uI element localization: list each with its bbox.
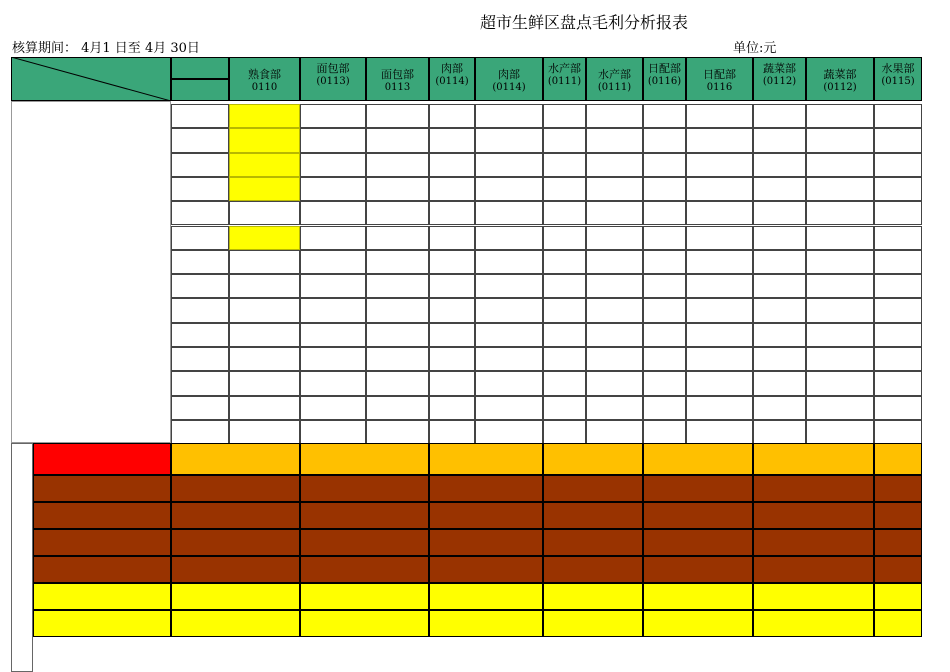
grid-cell	[429, 396, 475, 420]
header-col-name: 日配部	[703, 68, 736, 81]
summary-value	[429, 556, 543, 583]
grid-cell	[300, 371, 366, 395]
summary-value	[300, 610, 429, 637]
grid-cell	[429, 250, 475, 274]
grid-cell	[429, 177, 475, 201]
grid-cell	[686, 347, 753, 371]
grid-cell	[366, 201, 429, 225]
grid-cell	[543, 420, 586, 444]
grid-cell	[806, 371, 874, 395]
summary-value	[171, 475, 300, 502]
accounting-period: 核算期间： 4月1 日至 4月 30日	[12, 41, 200, 56]
grid-cell	[171, 274, 229, 298]
header-col-code: (0115)	[881, 76, 915, 87]
grid-cell	[874, 396, 922, 420]
grid-cell	[429, 274, 475, 298]
summary-value	[643, 502, 753, 529]
header-dept-label	[120, 59, 170, 73]
grid-cell	[366, 298, 429, 322]
summary-value	[874, 583, 922, 610]
grid-cell	[229, 420, 300, 444]
grid-cell	[586, 226, 643, 250]
grid-cell	[874, 226, 922, 250]
header-col-name: 日配部	[648, 62, 681, 75]
grid-cell	[753, 226, 806, 250]
grid-cell	[543, 298, 586, 322]
grid-cell	[643, 226, 686, 250]
section-label-cell	[11, 101, 171, 443]
summary-label	[33, 610, 171, 637]
grid-cell	[543, 323, 586, 347]
header-col-name: 水产部	[598, 68, 631, 81]
grid-cell	[753, 153, 806, 177]
header-col-code: (0112)	[823, 82, 857, 93]
grid-cell	[229, 323, 300, 347]
grid-cell	[586, 274, 643, 298]
grid-cell	[643, 347, 686, 371]
grid-cell	[753, 396, 806, 420]
grid-cell	[643, 153, 686, 177]
grid-cell	[429, 128, 475, 152]
grid-cell	[874, 323, 922, 347]
grid-cell	[753, 274, 806, 298]
grid-cell	[586, 201, 643, 225]
summary-label	[33, 583, 171, 610]
grid-cell	[300, 347, 366, 371]
summary-value	[874, 556, 922, 583]
summary-value	[429, 610, 543, 637]
header-col-code: (0111)	[547, 76, 582, 87]
grid-cell	[171, 128, 229, 152]
grid-cell	[874, 104, 922, 128]
grid-cell	[300, 104, 366, 128]
grid-cell	[171, 298, 229, 322]
grid-cell	[300, 226, 366, 250]
grid-cell	[543, 128, 586, 152]
grid-cell	[475, 371, 543, 395]
summary-value	[300, 529, 429, 556]
grid-cell	[806, 347, 874, 371]
summary-value	[300, 556, 429, 583]
header-col-8	[686, 57, 753, 101]
grid-cell	[229, 298, 300, 322]
summary-value	[429, 475, 543, 502]
summary-value	[543, 610, 643, 637]
summary-label	[33, 443, 171, 475]
grid-cell	[300, 323, 366, 347]
grid-cell	[366, 347, 429, 371]
currency-unit: 单位:元	[733, 41, 777, 56]
summary-value	[429, 443, 543, 475]
grid-cell	[300, 177, 366, 201]
grid-cell	[171, 153, 229, 177]
grid-cell	[300, 153, 366, 177]
grid-cell	[753, 201, 806, 225]
grid-cell	[686, 104, 753, 128]
grid-cell	[753, 347, 806, 371]
summary-label	[33, 502, 171, 529]
header-col-code: (0114)	[492, 82, 526, 93]
grid-cell	[475, 201, 543, 225]
summary-value	[429, 583, 543, 610]
grid-cell	[229, 201, 300, 225]
grid-cell	[543, 201, 586, 225]
grid-cell	[366, 274, 429, 298]
grid-cell	[874, 298, 922, 322]
grid-cell	[874, 420, 922, 444]
header-col-6	[586, 57, 643, 101]
grid-cell	[643, 104, 686, 128]
summary-value	[643, 475, 753, 502]
grid-cell	[753, 250, 806, 274]
report-title: 超市生鲜区盘点毛利分析报表	[480, 13, 689, 32]
grid-cell	[806, 250, 874, 274]
grid-cell	[686, 371, 753, 395]
grid-cell	[543, 104, 586, 128]
grid-cell	[475, 396, 543, 420]
grid-cell	[643, 371, 686, 395]
summary-value	[429, 529, 543, 556]
summary-value	[171, 502, 300, 529]
grid-cell	[429, 201, 475, 225]
summary-value	[874, 475, 922, 502]
grid-cell	[753, 420, 806, 444]
summary-value	[300, 502, 429, 529]
grid-cell	[300, 250, 366, 274]
grid-cell	[429, 420, 475, 444]
grid-cell	[586, 153, 643, 177]
grid-cell	[753, 177, 806, 201]
header-col-7	[643, 57, 686, 101]
grid-cell	[874, 201, 922, 225]
grid-cell	[643, 128, 686, 152]
grid-cell	[475, 177, 543, 201]
grid-cell	[475, 298, 543, 322]
summary-value	[874, 502, 922, 529]
grid-cell	[475, 274, 543, 298]
grid-cell	[366, 104, 429, 128]
grid-cell	[475, 250, 543, 274]
summary-value	[753, 443, 874, 475]
summary-value	[643, 610, 753, 637]
grid-cell	[806, 226, 874, 250]
grid-cell	[643, 323, 686, 347]
grid-cell	[806, 323, 874, 347]
grid-cell	[229, 274, 300, 298]
header-col-4	[475, 57, 543, 101]
summary-value	[543, 529, 643, 556]
grid-cell	[753, 128, 806, 152]
grid-cell	[229, 177, 300, 201]
header-col-name: 面包部	[316, 62, 350, 75]
grid-cell	[586, 298, 643, 322]
summary-value	[543, 475, 643, 502]
grid-cell	[429, 104, 475, 128]
header-col-code: (0111)	[597, 82, 632, 93]
header-item-label	[13, 84, 63, 98]
grid-cell	[429, 371, 475, 395]
grid-cell	[543, 177, 586, 201]
grid-cell	[366, 420, 429, 444]
summary-value	[643, 529, 753, 556]
grid-cell	[643, 274, 686, 298]
grid-cell	[543, 226, 586, 250]
grid-cell	[543, 153, 586, 177]
grid-cell	[543, 396, 586, 420]
summary-value	[300, 583, 429, 610]
grid-cell	[429, 298, 475, 322]
summary-value	[171, 556, 300, 583]
grid-cell	[806, 128, 874, 152]
grid-cell	[475, 323, 543, 347]
grid-cell	[171, 371, 229, 395]
grid-cell	[806, 274, 874, 298]
header-col-code: 0113	[384, 82, 411, 93]
grid-cell	[543, 250, 586, 274]
grid-cell	[874, 250, 922, 274]
grid-cell	[429, 323, 475, 347]
grid-cell	[366, 396, 429, 420]
header-col-name: 水果部	[881, 62, 915, 75]
grid-cell	[229, 396, 300, 420]
grid-cell	[753, 323, 806, 347]
grid-cell	[229, 153, 300, 177]
grid-cell	[171, 226, 229, 250]
summary-value	[171, 610, 300, 637]
grid-cell	[643, 420, 686, 444]
grid-cell	[475, 104, 543, 128]
grid-cell	[643, 250, 686, 274]
grid-cell	[686, 201, 753, 225]
summary-label	[33, 529, 171, 556]
summary-label	[33, 556, 171, 583]
summary-value	[643, 583, 753, 610]
grid-cell	[429, 226, 475, 250]
grid-cell	[300, 420, 366, 444]
grid-cell	[586, 420, 643, 444]
grid-cell	[643, 177, 686, 201]
grid-cell	[753, 371, 806, 395]
grid-cell	[586, 371, 643, 395]
grid-cell	[229, 250, 300, 274]
grid-cell	[366, 250, 429, 274]
header-col-code: 0116	[706, 82, 733, 93]
header-col-5	[543, 57, 586, 101]
grid-cell	[806, 177, 874, 201]
grid-cell	[586, 104, 643, 128]
grid-cell	[429, 347, 475, 371]
grid-cell	[643, 396, 686, 420]
grid-cell	[543, 371, 586, 395]
summary-value	[643, 443, 753, 475]
grid-cell	[686, 396, 753, 420]
grid-cell	[171, 396, 229, 420]
header-col-code: (0114)	[435, 76, 469, 87]
grid-cell	[475, 153, 543, 177]
grid-cell	[543, 347, 586, 371]
grid-cell	[686, 420, 753, 444]
summary-value	[171, 443, 300, 475]
grid-cell	[586, 177, 643, 201]
header-col-name: 蔬菜部	[763, 62, 796, 75]
grid-cell	[643, 201, 686, 225]
grid-cell	[366, 226, 429, 250]
grid-cell	[686, 274, 753, 298]
grid-cell	[366, 323, 429, 347]
header-col-code: (0113)	[316, 76, 350, 87]
header-col-11	[874, 57, 922, 101]
grid-cell	[475, 347, 543, 371]
grid-cell	[874, 371, 922, 395]
grid-cell	[171, 323, 229, 347]
summary-value	[643, 556, 753, 583]
summary-value	[300, 475, 429, 502]
header-col-name: 肉部	[441, 62, 463, 75]
grid-cell	[475, 420, 543, 444]
grid-cell	[229, 371, 300, 395]
grid-cell	[171, 104, 229, 128]
grid-cell	[300, 298, 366, 322]
grid-cell	[586, 128, 643, 152]
summary-value	[753, 529, 874, 556]
summary-value	[171, 529, 300, 556]
grid-cell	[686, 177, 753, 201]
header-col-3	[429, 57, 475, 101]
grid-cell	[806, 104, 874, 128]
header-col-0	[229, 57, 300, 101]
grid-cell	[874, 274, 922, 298]
grid-cell	[686, 226, 753, 250]
grid-cell	[686, 128, 753, 152]
grid-cell	[171, 250, 229, 274]
grid-cell	[171, 420, 229, 444]
grid-cell	[874, 347, 922, 371]
grid-cell	[686, 153, 753, 177]
grid-cell	[229, 347, 300, 371]
header-first-code	[171, 79, 229, 101]
grid-cell	[753, 104, 806, 128]
grid-cell	[475, 226, 543, 250]
grid-cell	[300, 274, 366, 298]
grid-cell	[300, 128, 366, 152]
grid-cell	[806, 201, 874, 225]
grid-cell	[874, 177, 922, 201]
header-col-name: 水产部	[548, 62, 581, 75]
summary-value	[874, 529, 922, 556]
grid-cell	[300, 201, 366, 225]
grid-cell	[229, 128, 300, 152]
grid-cell	[366, 153, 429, 177]
grid-cell	[229, 104, 300, 128]
summary-value	[753, 583, 874, 610]
grid-cell	[171, 347, 229, 371]
grid-cell	[643, 298, 686, 322]
header-col-10	[806, 57, 874, 101]
grid-cell	[586, 396, 643, 420]
grid-cell	[686, 298, 753, 322]
header-col-name: 蔬菜部	[823, 68, 857, 81]
summary-value	[753, 502, 874, 529]
header-col-name: 面包部	[381, 68, 414, 81]
grid-cell	[475, 128, 543, 152]
summary-value	[429, 502, 543, 529]
summary-value	[874, 610, 922, 637]
grid-cell	[874, 128, 922, 152]
summary-value	[300, 443, 429, 475]
header-category	[171, 57, 229, 79]
summary-value	[874, 443, 922, 475]
grid-cell	[806, 153, 874, 177]
summary-value	[543, 443, 643, 475]
grid-cell	[429, 153, 475, 177]
header-col-code: (0112)	[762, 76, 797, 87]
summary-label	[33, 475, 171, 502]
grid-cell	[806, 298, 874, 322]
summary-value	[543, 502, 643, 529]
summary-value	[543, 556, 643, 583]
header-col-code: 0110	[251, 82, 278, 93]
header-col-2	[366, 57, 429, 101]
grid-cell	[229, 226, 300, 250]
grid-cell	[874, 153, 922, 177]
summary-value	[753, 610, 874, 637]
grid-cell	[366, 371, 429, 395]
summary-value	[171, 583, 300, 610]
grid-cell	[171, 201, 229, 225]
grid-cell	[686, 250, 753, 274]
grid-cell	[543, 274, 586, 298]
grid-cell	[806, 396, 874, 420]
header-col-name: 肉部	[498, 68, 520, 81]
header-col-code: (0116)	[647, 76, 682, 87]
grid-cell	[753, 298, 806, 322]
header-col-name: 熟食部	[248, 68, 281, 81]
grid-cell	[366, 177, 429, 201]
grid-cell	[586, 323, 643, 347]
grid-cell	[366, 128, 429, 152]
grid-cell	[171, 177, 229, 201]
summary-value	[753, 475, 874, 502]
grid-cell	[300, 396, 366, 420]
header-col-9	[753, 57, 806, 101]
header-col-1	[300, 57, 366, 101]
grid-cell	[586, 250, 643, 274]
summary-value	[753, 556, 874, 583]
side-vertical-label	[11, 443, 33, 672]
grid-cell	[806, 420, 874, 444]
summary-value	[543, 583, 643, 610]
grid-cell	[586, 347, 643, 371]
grid-cell	[686, 323, 753, 347]
